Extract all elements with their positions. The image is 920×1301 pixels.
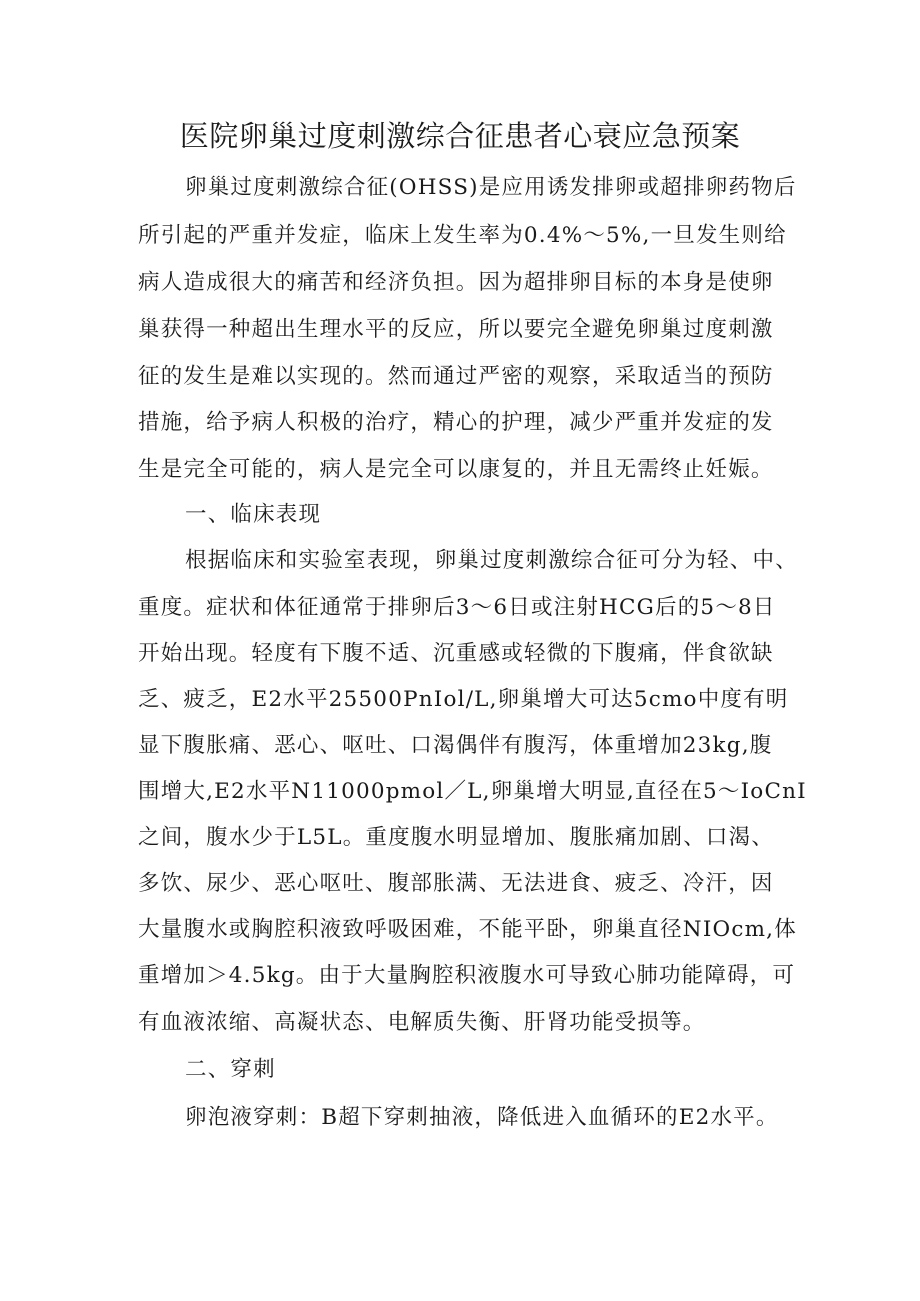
paragraph-line: 重度。症状和体征通常于排卵后3～6日或注射HCG后的5～8日 xyxy=(138,595,776,620)
paragraph-line: 所引起的严重并发症，临床上发生率为0.4%～5%,一旦发生则给 xyxy=(138,223,787,248)
paragraph-line: 卵泡液穿刺：B超下穿刺抽液，降低进入血循环的E2水平。 xyxy=(185,1105,779,1130)
paragraph-line: 巢获得一种超出生理水平的反应，所以要完全避免卵巢过度刺激 xyxy=(138,317,774,342)
paragraph-line: 大量腹水或胸腔积液致呼吸困难，不能平卧，卵巢直径NIOcm,体 xyxy=(138,917,797,942)
paragraph-line: 根据临床和实验室表现，卵巢过度刺激综合征可分为轻、中、 xyxy=(185,548,798,573)
paragraph-line: 有血液浓缩、高凝状态、电解质失衡、肝肾功能受损等。 xyxy=(138,1010,706,1035)
paragraph-line: 卵巢过度刺激综合征(OHSS)是应用诱发排卵或超排卵药物后 xyxy=(185,175,797,200)
paragraph-line: 生是完全可能的，病人是完全可以康复的，并且无需终止妊娠。 xyxy=(138,457,774,482)
section-heading: 二、穿刺 xyxy=(185,1057,276,1082)
paragraph-line: 多饮、尿少、恶心呕吐、腹部胀满、无法进食、疲乏、冷汗，因 xyxy=(138,871,774,896)
paragraph-line: 显下腹胀痛、恶心、呕吐、口渴偶伴有腹泻，体重增加23kg,腹 xyxy=(138,733,773,758)
paragraph-line: 乏、疲乏，E2水平25500PnIol/L,卵巢增大可达5cmo中度有明 xyxy=(138,687,789,712)
paragraph-line: 之间，腹水少于L5L。重度腹水明显增加、腹胀痛加剧、口渴、 xyxy=(138,825,775,850)
paragraph-line: 开始出现。轻度有下腹不适、沉重感或轻微的下腹痛，伴食欲缺 xyxy=(138,641,774,666)
paragraph-line: 征的发生是难以实现的。然而通过严密的观察，采取适当的预防 xyxy=(138,364,774,389)
paragraph-line: 病人造成很大的痛苦和经济负担。因为超排卵目标的本身是使卵 xyxy=(138,270,774,295)
document-title: 医院卵巢过度刺激综合征患者心衰应急预案 xyxy=(179,119,741,153)
paragraph-line: 措施，给予病人积极的治疗，精心的护理，减少严重并发症的发 xyxy=(138,410,774,435)
paragraph-line: 围增大,E2水平N11000pmol／L,卵巢增大明显,直径在5～IoCnI xyxy=(138,779,807,804)
section-heading: 一、临床表现 xyxy=(185,502,322,527)
paragraph-line: 重增加＞4.5kg。由于大量胸腔积液腹水可导致心肺功能障碍，可 xyxy=(138,963,796,988)
